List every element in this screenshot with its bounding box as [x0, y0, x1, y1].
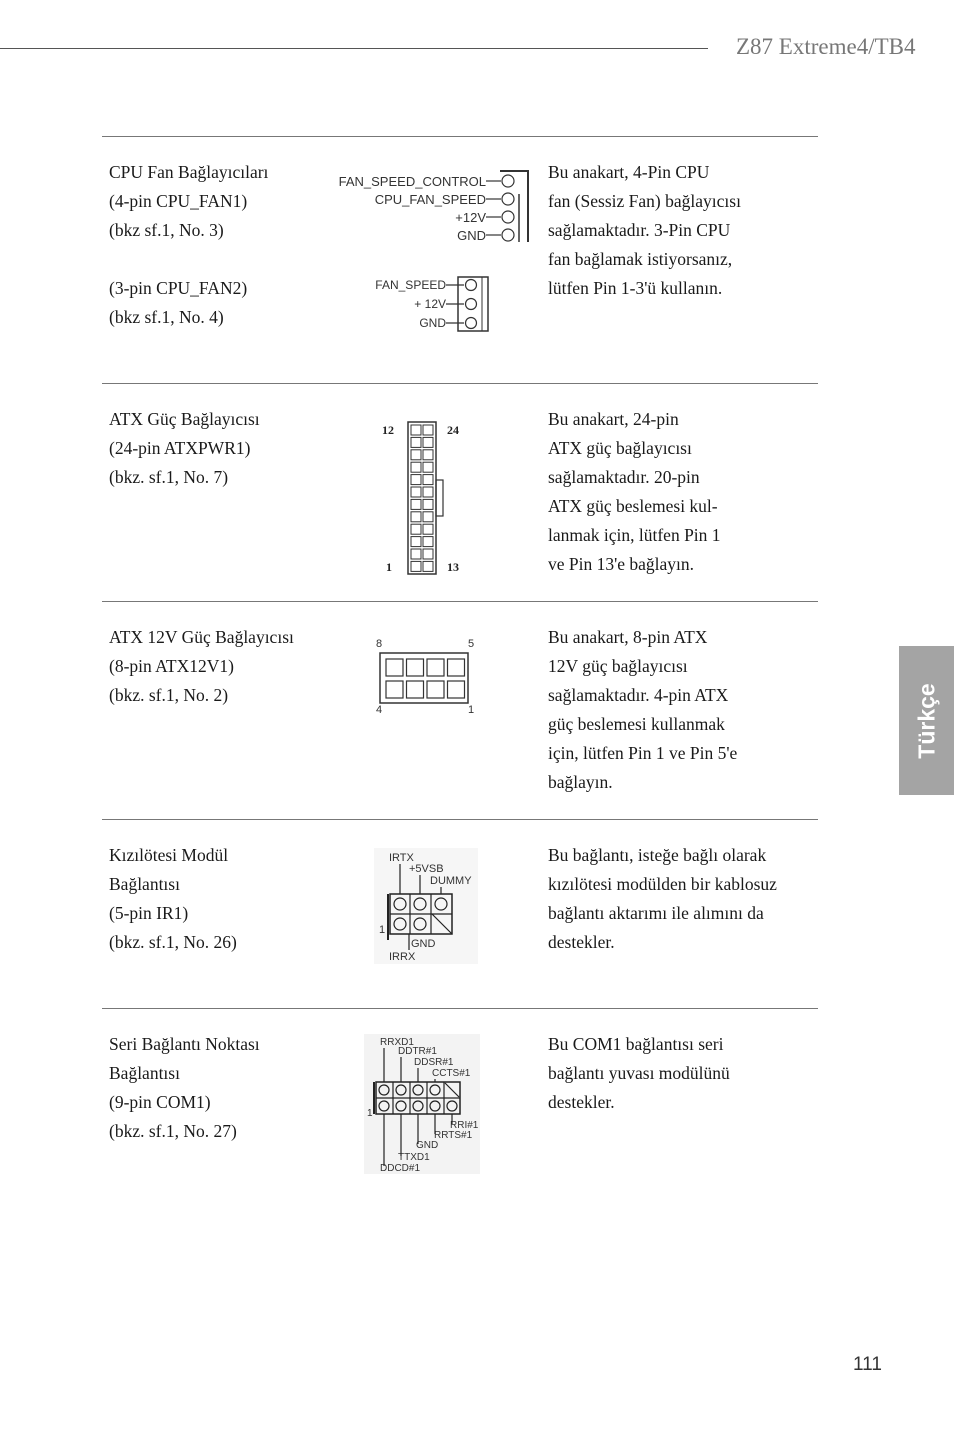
description-line: sağlamaktadır. 3-Pin CPU	[548, 220, 731, 240]
section-title: ATX 12V Güç Bağlayıcısı	[109, 627, 294, 647]
description-line: ATX güç bağlayıcısı	[548, 438, 692, 458]
pin-label: 24	[447, 423, 459, 437]
pin-label: DUMMY	[430, 875, 472, 887]
pin	[423, 499, 433, 509]
cpu-fan-description	[548, 158, 741, 303]
pin	[466, 280, 477, 291]
pin	[448, 659, 465, 676]
description-line: lanmak için, lütfen Pin 1	[548, 525, 721, 545]
description-line: fan (Sessiz Fan) bağlayıcısı	[548, 191, 741, 211]
section-subtitle: (8-pin ATX12V1)	[109, 656, 234, 676]
pin-label: RRXD1	[380, 1037, 414, 1048]
pin-label: 1	[367, 1108, 373, 1119]
section-subtitle: (5-pin IR1)	[109, 903, 189, 923]
pin	[411, 425, 421, 435]
pin-label: 1	[379, 924, 386, 936]
description-line: için, lütfen Pin 1 ve Pin 5'e	[548, 743, 738, 763]
pin	[502, 193, 514, 205]
pin	[411, 450, 421, 460]
section-title: Bağlantısı	[109, 1063, 180, 1083]
description-line: fan bağlamak istiyorsanız,	[548, 249, 733, 269]
pin-label: +5VSB	[409, 863, 444, 875]
pin	[411, 537, 421, 547]
atx-24pin-diagram	[375, 418, 475, 580]
section-divider	[102, 383, 818, 384]
pin	[407, 659, 424, 676]
pin	[407, 681, 424, 698]
pin	[411, 487, 421, 497]
description-line: sağlamaktadır. 4-pin ATX	[548, 685, 729, 705]
section-title: Bağlantısı	[109, 874, 180, 894]
pin	[423, 512, 433, 522]
pin-label: +12V	[455, 210, 486, 225]
description-line: destekler.	[548, 1092, 615, 1112]
pin	[411, 512, 421, 522]
language-tab-label: Türkçe	[913, 682, 939, 759]
pin	[423, 425, 433, 435]
pin	[423, 537, 433, 547]
section-divider	[102, 136, 818, 137]
pin-label: CPU_FAN_SPEED	[374, 192, 486, 207]
pin	[423, 549, 433, 559]
pin	[423, 561, 433, 571]
pin-label: GND	[419, 316, 446, 330]
section-subtitle: (24-pin ATXPWR1)	[109, 438, 251, 458]
page-number: 111	[853, 1354, 882, 1375]
section-divider	[102, 1008, 818, 1009]
pin-label: RRTS#1	[434, 1130, 473, 1141]
pin-label: IRRX	[389, 951, 416, 963]
cpu-fan1-diagram	[330, 164, 535, 244]
cpu-fan-title-block	[109, 158, 268, 332]
description-line: ATX güç beslemesi kul-	[548, 496, 718, 516]
ir-module-title-block	[109, 841, 237, 957]
pin	[411, 462, 421, 472]
pin-label: 12	[382, 423, 394, 437]
description-line: bağlantı yuvası modülünü	[548, 1063, 730, 1083]
pin	[411, 524, 421, 534]
pin-label: 1	[386, 560, 392, 574]
pin-label: 13	[447, 560, 459, 574]
pin	[466, 299, 477, 310]
description-line: Bu anakart, 4-Pin CPU	[548, 162, 710, 182]
pin	[386, 681, 403, 698]
pin-label: CCTS#1	[432, 1068, 471, 1079]
section-reference: (bkz sf.1, No. 4)	[109, 307, 224, 327]
atx12v-8pin-diagram	[372, 635, 482, 717]
pin	[448, 681, 465, 698]
description-line: destekler.	[548, 932, 615, 952]
pin-label: 4	[376, 704, 383, 716]
description-line: Bu COM1 bağlantısı seri	[548, 1034, 724, 1054]
pin-label: FAN_SPEED_CONTROL	[338, 174, 486, 189]
cpu-fan2-diagram	[368, 275, 498, 335]
section-divider	[102, 601, 818, 602]
pin-label: DDTR#1	[398, 1046, 437, 1057]
model-title: Z87 Extreme4/TB4	[736, 34, 916, 59]
pin	[466, 318, 477, 329]
pin	[427, 681, 444, 698]
pin-label: GND	[457, 228, 486, 243]
atx12v-title-block	[109, 623, 294, 710]
pin-label: IRTX	[389, 852, 414, 864]
pin-label: 1	[468, 704, 475, 716]
pin	[411, 549, 421, 559]
section-subtitle: (4-pin CPU_FAN1)	[109, 191, 248, 211]
description-line: lütfen Pin 1-3'ü kullanın.	[548, 278, 723, 298]
pin	[423, 487, 433, 497]
pin-label: GND	[411, 938, 436, 950]
section-divider	[102, 819, 818, 820]
pin	[411, 437, 421, 447]
pin-label: 8	[376, 638, 383, 650]
pin	[423, 475, 433, 485]
section-reference: (bkz. sf.1, No. 7)	[109, 467, 229, 487]
ir-module-description	[548, 841, 777, 957]
description-line: Bu bağlantı, isteğe bağlı olarak	[548, 845, 767, 865]
description-line: Bu anakart, 8-pin ATX	[548, 627, 708, 647]
section-reference: (bkz. sf.1, No. 2)	[109, 685, 229, 705]
com-port-title-block	[109, 1030, 260, 1146]
pin-label: DDSR#1	[414, 1057, 454, 1068]
section-subtitle: (9-pin COM1)	[109, 1092, 211, 1112]
pin-label: FAN_SPEED	[375, 278, 446, 292]
pin	[423, 450, 433, 460]
description-line: güç beslemesi kullanmak	[548, 714, 725, 734]
atx-power-title-block	[109, 405, 260, 492]
pin	[423, 524, 433, 534]
header-rule	[0, 48, 708, 49]
pin	[502, 229, 514, 241]
pin-label: RRI#1	[450, 1120, 479, 1131]
section-title: ATX Güç Bağlayıcısı	[109, 409, 260, 429]
pin	[423, 437, 433, 447]
description-line: 12V güç bağlayıcısı	[548, 656, 688, 676]
pin	[411, 561, 421, 571]
language-tab	[899, 646, 954, 795]
description-line: bağlayın.	[548, 772, 613, 792]
com1-9pin-diagram	[364, 1034, 480, 1174]
pin-label: 5	[468, 638, 475, 650]
section-title: Seri Bağlantı Noktası	[109, 1034, 260, 1054]
pin-label: DDCD#1	[380, 1163, 421, 1174]
section-reference: (bkz sf.1, No. 3)	[109, 220, 224, 240]
description-line: bağlantı aktarımı ile alımını da	[548, 903, 764, 923]
pin-label: GND	[416, 1140, 439, 1151]
pin	[502, 175, 514, 187]
section-reference: (bkz. sf.1, No. 27)	[109, 1121, 237, 1141]
pin	[386, 659, 403, 676]
description-line: ve Pin 13'e bağlayın.	[548, 554, 695, 574]
pin	[423, 462, 433, 472]
pin	[411, 475, 421, 485]
pin	[411, 499, 421, 509]
pin-label: TTXD1	[398, 1152, 430, 1163]
description-line: sağlamaktadır. 20-pin	[548, 467, 700, 487]
section-reference: (bkz. sf.1, No. 26)	[109, 932, 237, 952]
section-title: Kızılötesi Modül	[109, 845, 229, 865]
pin	[502, 211, 514, 223]
atx12v-description	[548, 623, 737, 797]
pin	[427, 659, 444, 676]
pin-label: + 12V	[414, 297, 446, 311]
com-port-description	[548, 1030, 730, 1117]
description-line: kızılötesi modülden bir kablosuz	[548, 874, 777, 894]
atx-power-description	[548, 405, 721, 579]
description-line: Bu anakart, 24-pin	[548, 409, 679, 429]
ir1-5pin-diagram	[374, 848, 478, 964]
section-spacer	[109, 245, 268, 274]
section-title: CPU Fan Bağlayıcıları	[109, 162, 269, 182]
section-subtitle: (3-pin CPU_FAN2)	[109, 278, 248, 298]
